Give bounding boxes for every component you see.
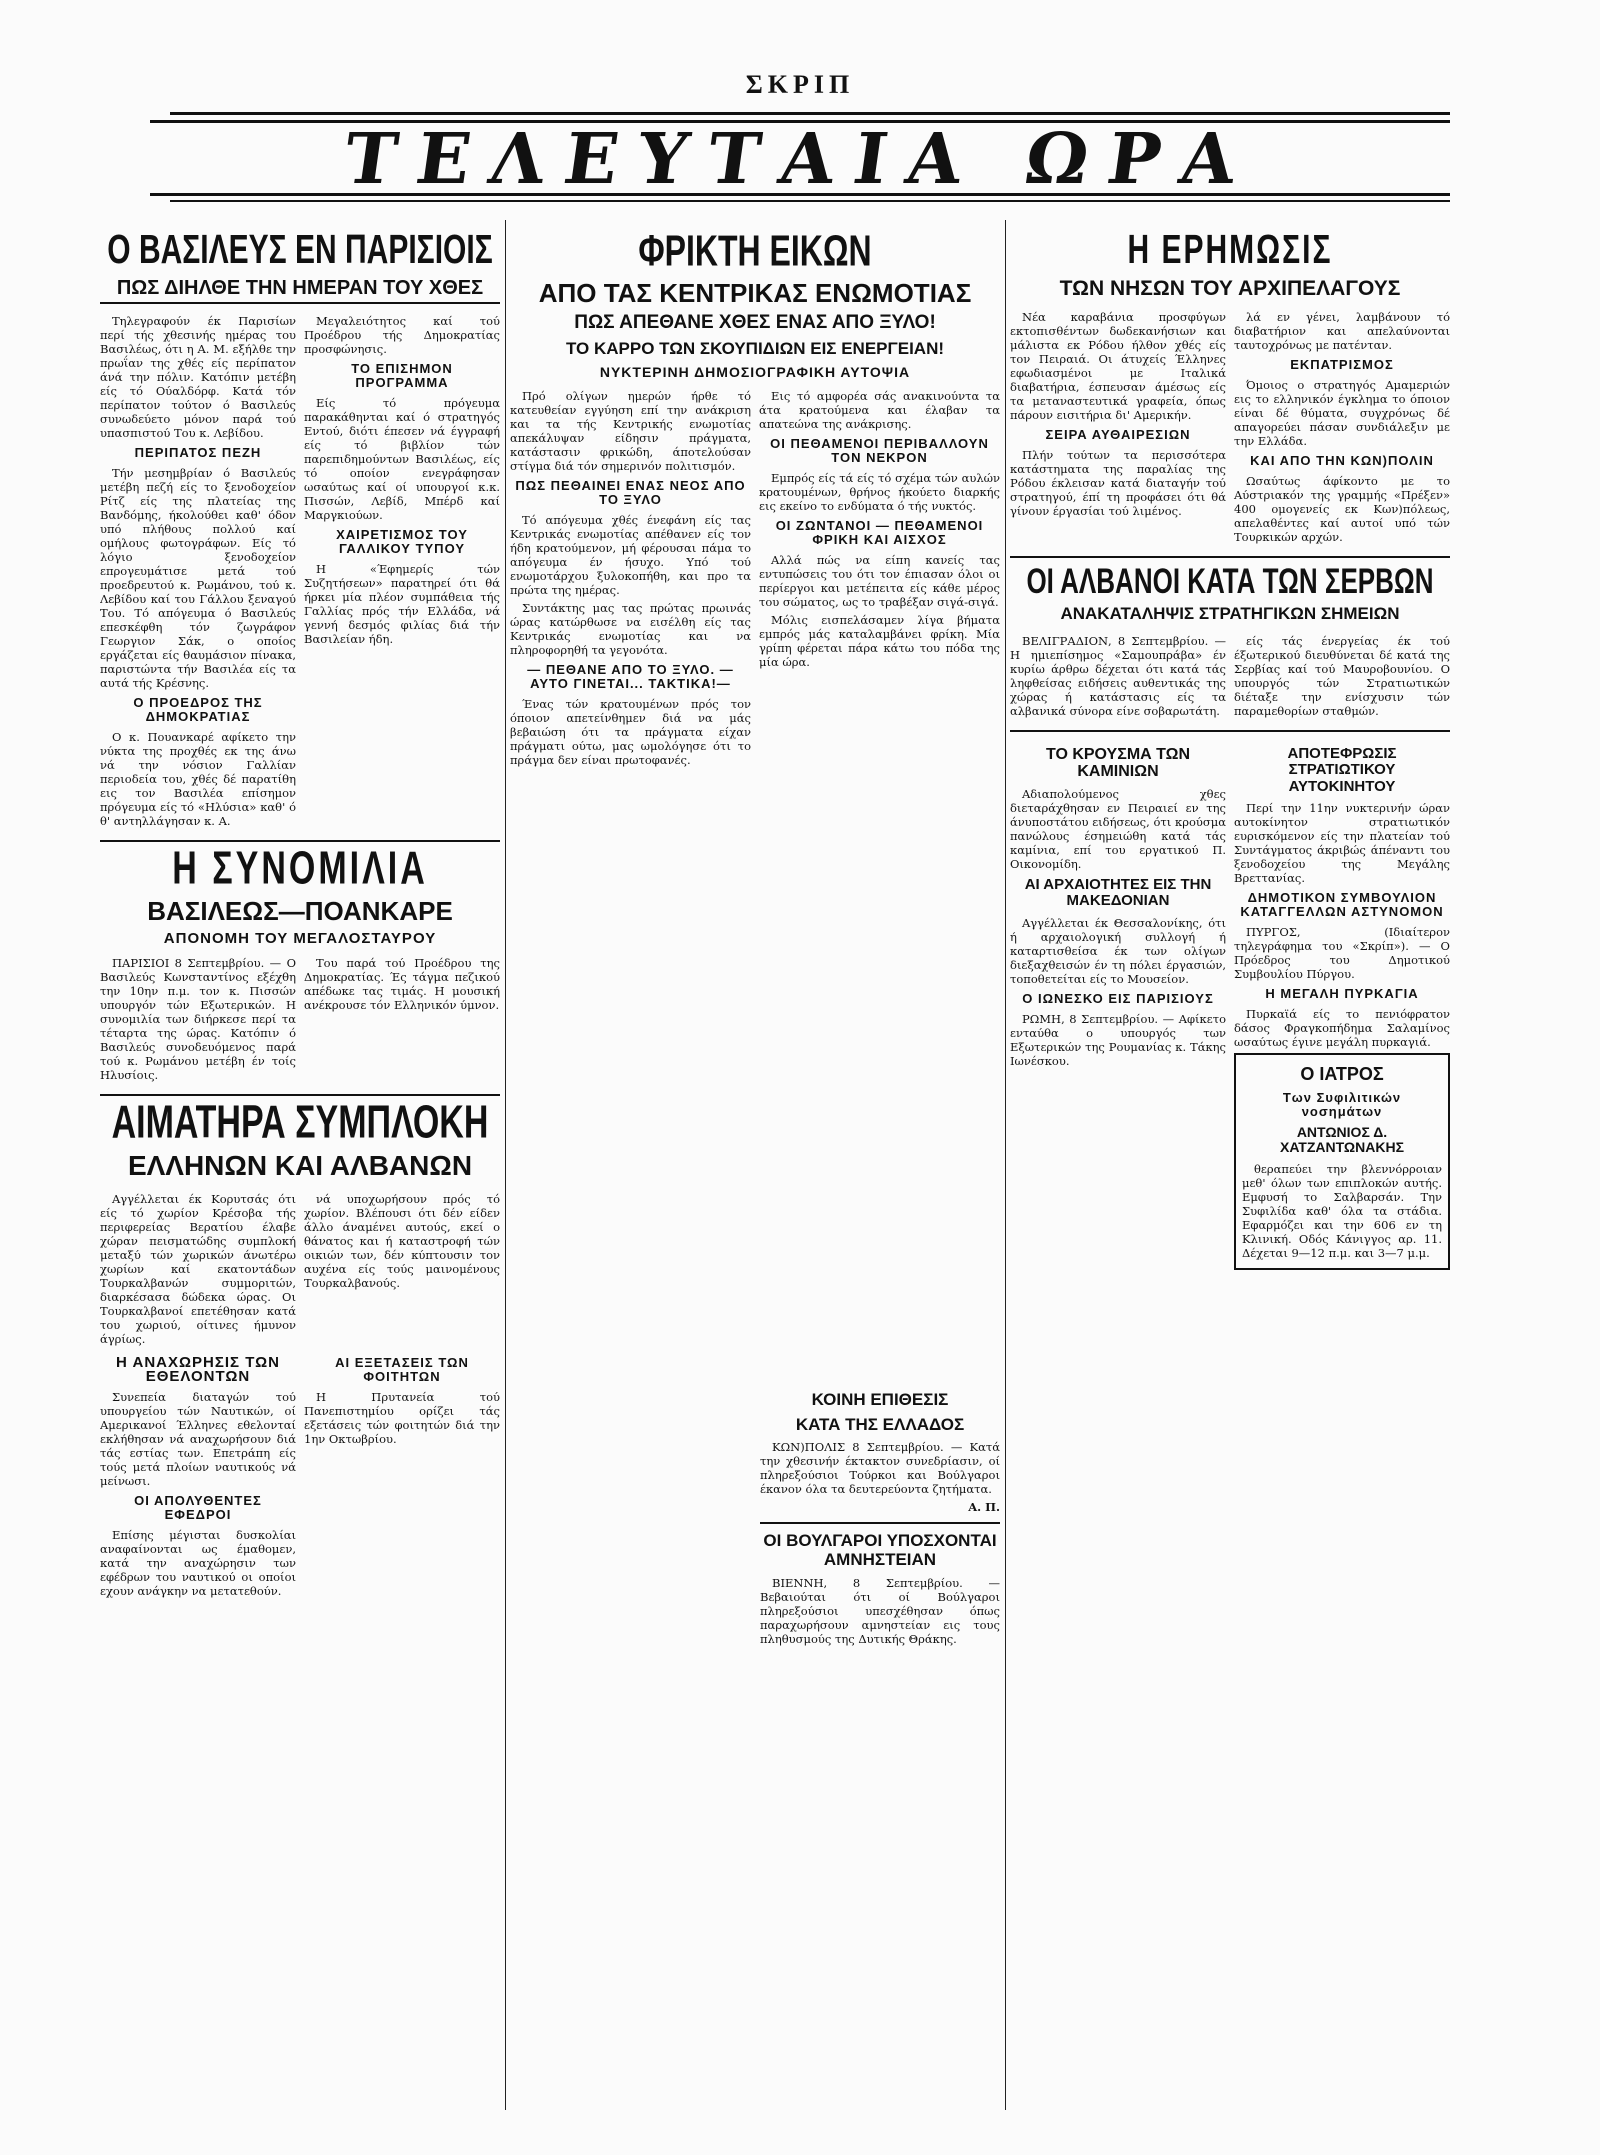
paragraph: ΚΩΝ)ΠΟΛΙΣ 8 Σεπτεμβρίου. — Κατά την χθεσινήν έκτακτον συνεδρίασιν, οί πληρεξούσιοι Τούρκοι και Βούλγαροι έκανον όλα τα δευτερεύοντα ζητήματα. xyxy=(760,1440,1000,1497)
paragraph: Ο κ. Πουανκαρέ αφίκετο την νύκτα της προχθές εκ της άνω νά την νόσιον Γαλλίαν περιοδεία του, χθές δέ παρατίθη εις τον Βασιλέα επίσημον πρόγευμα είς τό «Ηλύσια» καθ' ό θ' αντηλλάγησαν κ. Α. xyxy=(100,729,296,828)
paragraph: Επίσης μέγισται δυσκολίαι αναφαίνονται ως έμαθομεν, κατά την αναχώρησιν των εφέδρων του ναυτικού οι οποίοι εχουν ανάγκην να μετατεθούν. xyxy=(100,1528,296,1599)
subheadline: ΝΥΚΤΕΡΙΝΗ ΔΗΜΟΣΙΟΓΡΑΦΙΚΗ ΑΥΤΟΨΙΑ xyxy=(599,363,911,380)
column-separator xyxy=(505,220,506,2110)
article-body xyxy=(1010,630,1450,722)
column-1 xyxy=(100,225,500,2135)
paragraph: Μόλις εισπελάσαμεν λίγα βήματα εμπρός μάς καταλαμβάνει φρίκη. Μία γρίπη φέρεται πάρα κάτω του πόδα της μία ώρα. xyxy=(759,612,1000,669)
paragraph: Του παρά τού Προέδρου της Δημοκρατίας. Ές τάγμα πεζικού απέδωκε τας τιμάς. Η μουσική ανέκρουσε τόν Ελληνικόν ύμνον. xyxy=(304,955,500,1012)
article-body xyxy=(510,385,1000,771)
subheadline: ΑΝΑΚΑΤΑΛΗΨΙΣ ΣΤΡΑΤΗΓΙΚΩΝ ΣΗΜΕΙΩΝ xyxy=(1060,603,1400,623)
article-body xyxy=(1010,740,1450,1270)
section-heading: ΤΟ ΕΠΙΣΗΜΟΝ ΠΡΟΓΡΑΜΜΑ xyxy=(351,360,453,390)
divider xyxy=(100,1094,500,1096)
paragraph: Τήν μεσημβρίαν ό Βασιλεύς μετέβη πεζή είς το ξενοδοχείον Ρίτζ είς της πλατείας της Βανδόμης, ήκολούθει καθ' όδον υπό πλήθους πολλού καί ομήλους φωτογράφων. Είς τό λόγιο ξενοδοχείον επρογευμάτισε μετά τού προεδρευτού κ. Ρωμάνου, τού κ. Λεβίδου καί του Γάλλου ξεναγού Του. Τό απόγευμα ό Βασιλεύς επεσκέφθη τόν ζωγράφον Γεωργιον Σάκ, ο οποίος εργάζεται είς θαυμάσιον πίνακα, παριστώντα τήν Βασιλέα είς τα αυτά τής Κρέσνης. xyxy=(100,465,296,690)
section-heading: Η ΜΕΓΑΛΗ ΠΥΡΚΑΓΙΑ xyxy=(1265,986,1419,1002)
article-body xyxy=(1010,306,1450,548)
paper-name: ΣΚΡΙΠ xyxy=(745,70,855,99)
section-heading: ΤΟ ΚΡΟΥΣΜΑ ΤΩΝ ΚΑΜΙΝΙΩΝ xyxy=(1045,745,1191,781)
subheadline: ΑΠΟ ΤΑΣ ΚΕΝΤΡΙΚΑΣ ΕΝΩΜΟΤΙΑΣ xyxy=(538,277,972,308)
subheadline: ΑΠΟΝΟΜΗ ΤΟΥ ΜΕΓΑΛΟΣΤΑΥΡΟΥ xyxy=(163,929,437,947)
paragraph: Ωσαύτως άφίκοντο με το Αύστριακόν της γραμμής «Πρέξεν» 400 ομογενείς εκ Κων)πόλεως, απελαθέντες καί αυτοί υπό τών Τουρκικών αρχών. xyxy=(1234,473,1450,544)
paragraph: Τό απόγευμα χθές ένεφάνη είς τας Κεντρικάς ενωμοτίας απέθανεν είς τον ήδη κρατούμενον, μή φέρουσαι πάμα το απόγευμα έν ήσυχο. Υπό τού ενωμοτάρχου ξυλοκοπήθη, και προ τα πρώτα της ημέρας. xyxy=(510,512,751,597)
paragraph: Αλλά πώς να είπη κανείς τας εντυπώσεις του ότι τον έπιασαν όλοι οι περίεργοι και μετέπειτα είς κάθε μέρος του σώματος, ως το τραβέξαν σιγά-σιγά. xyxy=(759,552,1000,609)
paragraph: ΒΙΕΝΝΗ, 8 Σεπτεμβρίου. — Βεβαιούται ότι οί Βούλγαροι πληρεξούσιοι υπεσχέθησαν όπως παραχωρήσουν αμνηστείαν εις τους πληθυσμούς της Δυτικής Θράκης. xyxy=(760,1575,1000,1646)
paragraph: Η «Έφημερίς τών Συζητήσεων» παρατηρεί ότι θά ήρκει μία πλέον συμπάθεια τής Γαλλίας πρός τήν Ελλάδα, νά γεννή δεσμός φιλίας διά τήν Βασιλείαν ήδη. xyxy=(304,561,500,646)
paragraph: Είς τό πρόγευμα παρακάθηνται καί ό στρατηγός Εντού, διότι έπεσεν νά έγγραφή είς τό βιβλίον τών παρεπιδημούντων Βασιλέως, είς τό οποίον ενεγράφησαν ωσαύτως καί οί υπουργοί κ.κ. Πισσών, Λεβίδ, Μπέρδ καί Μαργκιούων. xyxy=(304,395,500,522)
section-heading: ΔΗΜΟΤΙΚΟΝ ΣΥΜΒΟΥΛΙΟΝ ΚΑΤΑΓΓΕΛΛΩΝ ΑΣΤΥΝΟΜΟΝ xyxy=(1240,890,1444,920)
paragraph: ΡΩΜΗ, 8 Σεπτεμβρίου. — Αφίκετο ενταύθα ο υπουργός των Εξωτερικών της Ρουμανίας κ. Τάκης Ιωνέσκου. xyxy=(1010,1011,1226,1068)
headline: Η ΕΡΗΜΩΣΙΣ xyxy=(1127,228,1333,273)
section-heading: ΑΠΟΤΕΦΡΩΣΙΣ ΣΤΡΑΤΙΩΤΙΚΟΥ ΑΥΤΟΚΙΝΗΤΟΥ xyxy=(1287,744,1397,795)
paragraph: Ένας τών κρατουμένων πρός τον όποιον απετείνθημεν διά να μάς βεβαιώση ότι τα πράγματα είχαν πράγματι ούτω, μας ωμολόγησε ότι το πράγμα δεν είναι πρωτοφανές. xyxy=(510,696,751,767)
section-heading: ΣΕΙΡΑ ΑΥΘΑΙΡΕΣΙΩΝ xyxy=(1045,426,1191,442)
ad-body: θεραπεύει την βλεννόρροιαν μεθ' όλων των επιπλοκών αυτής. Εμφυσή το Σαλβαρσάν. Την Συφιλίδα καθ' όλα τα στάδια. Εφαρμόζει και την 606 εν τη Κλινική. Οδός Κάνιγγος αρ. 11. Δέχεται 9—12 π.μ. και 3—7 μ.μ. xyxy=(1242,1161,1442,1260)
section-heading: ΟΙ ΒΟΥΛΓΑΡΟΙ ΥΠΟΣΧΟΝΤΑΙ ΑΜΝΗΣΤΕΙΑΝ xyxy=(763,1531,997,1570)
article-body xyxy=(100,1350,500,1602)
paragraph: Η Πρυτανεία τού Πανεπιστημίου ορίζει τάς εξετάσεις τών φοιτητών διά την 1ην Οκτωβρίου. xyxy=(304,1390,500,1447)
article-body xyxy=(100,952,500,1086)
subheadline: ΕΛΛΗΝΩΝ ΚΑΙ ΑΛΒΑΝΩΝ xyxy=(127,1150,473,1182)
headline: Η ΣΥΝΟΜΙΛΙΑ xyxy=(172,842,428,894)
subheadline: ΠΩΣ ΔΙΗΛΘΕ ΤΗΝ ΗΜΕΡΑΝ ΤΟΥ ΧΘΕΣ xyxy=(100,277,500,304)
subheadline: ΠΩΣ ΑΠΕΘΑΝΕ ΧΘΕΣ ΕΝΑΣ ΑΠΟ ΞΥΛΟ! xyxy=(574,312,936,334)
paragraph: λά εν γένει, λαμβάνουν τό διαβατήριον και απελαύνονται ταυτοχρόνως με πατένταν. xyxy=(1234,309,1450,352)
subheadline: ΤΟ ΚΑΡΡΟ ΤΩΝ ΣΚΟΥΠΙΔΙΩΝ ΕΙΣ ΕΝΕΡΓΕΙΑΝ! xyxy=(565,339,945,359)
column-2-lower xyxy=(760,1385,1000,2105)
section-heading: Η ΑΝΑΧΩΡΗΣΙΣ ΤΩΝ ΕΘΕΛΟΝΤΩΝ xyxy=(116,1354,280,1386)
ad-subtitle: Των Συφιλιτικών νοσημάτων xyxy=(1282,1089,1402,1119)
paragraph: Εις τό αμφορέα σάς ανακινούντα τα άτα κρατούμενα και έλαβαν τα απατεώνα της ανάκρισης. xyxy=(759,388,1000,431)
headline: ΟΙ ΑΛΒΑΝΟΙ ΚΑΤΑ ΤΩΝ ΣΕΡΒΩΝ xyxy=(1026,560,1434,601)
section-heading: ΚΑΙ ΑΠΟ ΤΗΝ ΚΩΝ)ΠΟΛΙΝ xyxy=(1250,452,1434,468)
paragraph: Μεγαλειότητος καί τού Προέδρου τής Δημοκρατίας προσφώνησις. xyxy=(304,313,500,356)
subheadline: ΤΩΝ ΝΗΣΩΝ ΤΟΥ ΑΡΧΙΠΕΛΑΓΟΥΣ xyxy=(1059,276,1401,300)
divider xyxy=(1010,730,1450,732)
advertisement xyxy=(1234,1053,1450,1270)
paragraph: Όμοιος ο στρατηγός Αμαμεριών εις το ελληνικόν έγκλημα το όποιον είναι δέ θύματα, συγχρόνως δέ απαγορεύει πάσαν συνδιάλεξιν με την Ελλάδα. xyxy=(1234,377,1450,448)
section-heading: ΟΙ ΖΩΝΤΑΝΟΙ — ΠΕΘΑΜΕΝΟΙ ΦΡΙΚΗ ΚΑΙ ΑΙΣΧΟΣ xyxy=(775,517,984,547)
top-rule xyxy=(170,112,1450,115)
paragraph: Αγγέλλεται έκ Θεσσαλονίκης, ότι ή αρχαιολογική συλλογή ή καταρτισθείσα έκ των ολίγων διεξαχθεισών έν τη πόλει έργασιών, τοποθετείται είς το Μουσείον. xyxy=(1010,915,1226,986)
paragraph: Εμπρός είς τά είς τό σχέμα τών αυλών κρατουμένων, θρήνος ήκούετο διαρκής εις εκείνο το ενδύματα ό τής νυκτός. xyxy=(759,470,1000,513)
section-heading: ΠΕΡΙΠΑΤΟΣ ΠΕΖΗ xyxy=(134,444,262,460)
section-heading: ΠΩΣ ΠΕΘΑΙΝΕΙ ΕΝΑΣ ΝΕΟΣ ΑΠΟ ΤΟ ΞΥΛΟ xyxy=(515,477,746,507)
paragraph: Αγγέλλεται έκ Κορυτσάς ότι είς τό χωρίον Κρέσοβα τής περιφερείας Βερατίου έλαβε χώραν πεισματώδης συμπλοκή μεταξύ τών χωρικών άνωτέρω χωρίων καί εκατοντάδων Τουρκαλβανών συμμοριτών, διαρκέσασα δώδεκα ώρας. Οι Τουρκαλβανοί επετέθησαν κατά του χωριού, οίτινες ήμυνον άγρίως. xyxy=(100,1192,296,1347)
paragraph: Πρό ολίγων ημερών ήρθε τό κατευθείαν εγγύηση επί την ανάκριση και τα τής Κεντρικής ενωμοτίας απεκάλυψαν είδησιν πράγματα, κατάστασιν φρικώδη, άποτελούσαν στίγμα διά τόν σημερινόν πολιτισμόν. xyxy=(510,388,751,473)
ad-name: ΑΝΤΩΝΙΟΣ Δ. ΧΑΤΖΑΝΤΩΝΑΚΗΣ xyxy=(1280,1123,1404,1156)
masthead xyxy=(0,0,1600,100)
paragraph: Τηλεγραφούν έκ Παρισίων περί τής χθεσινής ημέρας του Βασιλέως, ότι η Α. Μ. εξήλθε την πρωΐαν της χθές είς περίπατον άνά την πόλιν. Κατόπιν μετέβη είς τό Ούαλδόρφ. Κατά τόν περίπατον τούτον ό Βασιλεύς συνωδεύετο μόνον παρά τού υπασπιστού Του κ. Λεβίδου. xyxy=(100,313,296,440)
divider xyxy=(760,1522,1000,1524)
paragraph: ΠΑΡΙΣΙΟΙ 8 Σεπτεμβρίου. — Ο Βασιλεύς Κωνσταντίνος εξέχθη την 10ην π.μ. τον κ. Πισσών υπουργόν τών Εξωτερικών. Η συνομιλία των διήρκεσε περί τα τέταρτα της ώρας. Κατόπιν ό Βασιλεύς συνοδευόμενος παρά τού κ. Ρωμάνου μετέβη έν τοίς Ηλυσίοις. xyxy=(100,955,296,1082)
column-3 xyxy=(1010,225,1450,2135)
section-heading: ΕΚΠΑΤΡΙΣΜΟΣ xyxy=(1290,356,1394,372)
paragraph: Περί την 11ην νυκτερινήν ώραν αυτοκίνητον στρατιωτικόν ευρισκόμενον είς την πλατείαν τού Συντάγματος άκριβώς άπέναντι του ξενοδοχείου της Μεγάλης Βρεττανίας. xyxy=(1234,801,1450,886)
signature: Α. Π. xyxy=(968,1500,1000,1515)
paragraph: Πλήν τούτων τα περισσότερα κατάστηματα της παραλίας της Ρόδου έκλεισαν κατά διαταγήν τού στρατηγού, έπί τη προφάσει ότι θά γίνουν έργασίαι τού λιμένος. xyxy=(1010,447,1226,518)
section-heading: Ο ΠΡΟΕΔΡΟΣ ΤΗΣ ΔΗΜΟΚΡΑΤΙΑΣ xyxy=(133,694,263,724)
section-heading: Ο ΙΩΝΕΣΚΟ ΕΙΣ ΠΑΡΙΣΙΟΥΣ xyxy=(1022,990,1214,1006)
paragraph: ΒΕΛΙΓΡΑΔΙΟΝ, 8 Σεπτεμβρίου. — Η ημιεπίσημος «Σαμουπράβα» έν κυρίω άρθρω δέχεται ότι κατά τάς ληφθείσας ειδήσεις αυθεντικάς της χώρας ή κατάστασις είς τα αλβανικά σύνορα είνε σοβαρωτάτη. xyxy=(1010,633,1226,718)
paragraph: Συντάκτης μας τας πρώτας πρωινάς ώρας κατώρθωσε να εισέλθη είς τας Κεντρικάς ενωμοτίας και να πληροφορηθή τα γεγονότα. xyxy=(510,600,751,657)
headline: ΦΡΙΚΤΗ ΕΙΚΩΝ xyxy=(638,226,872,276)
paragraph: Αδιαπολούμενος χθες διεταράχθησαν εν Πειραιεί εν της άνυποστάτου ειδήσεως, ότι κρούσμα πανώλους έσημειώθη κατά τάς καμίνια, επί του εργατικού Π. Οικονομίδη. xyxy=(1010,786,1226,871)
section-heading: ΟΙ ΠΕΘΑΜΕΝΟΙ ΠΕΡΙΒΑΛΛΟΥΝ ΤΟΝ ΝΕΚΡΟΝ xyxy=(770,435,989,465)
paragraph: ΠΥΡΓΟΣ, (Ιδιαίτερον τηλεγράφημα του «Σκρίπ»). — Ο Πρόεδρος του Δημοτικού Συμβουλίου Πύργου. xyxy=(1234,925,1450,982)
section-heading: ΑΙ ΑΡΧΑΙΟΤΗΤΕΣ ΕΙΣ ΤΗΝ ΜΑΚΕΔΟΝΙΑΝ xyxy=(1024,875,1212,910)
divider xyxy=(1010,556,1450,558)
subheadline: ΒΑΣΙΛΕΩΣ—ΠΟΑΝΚΑΡΕ xyxy=(147,896,453,927)
ad-title: Ο ΙΑΤΡΟΣ xyxy=(1300,1064,1384,1085)
section-heading: ΚΟΙΝΗ ΕΠΙΘΕΣΙΣ xyxy=(811,1390,949,1409)
paragraph: Συνεπεία διαταγών τού υπουργείου τών Ναυτικών, οί Αμερικανοί Έλληνες εθελονταί εκλήθησαν νά αναχωρήσουν διά τάς εστίας των. Επετράπη είς τούς μετά πλοίων ναυτικούς νά μείνωσι. xyxy=(100,1390,296,1489)
article-body xyxy=(100,1188,500,1350)
paragraph: Πυρκαϊά είς το πενιόφρατον δάσος Φραγκοπήδημα Σαλαμίνος ωσαύτως έγινε μεγάλη πυρκαγιά. xyxy=(1234,1007,1450,1050)
section-heading: ΚΑΤΑ ΤΗΣ ΕΛΛΑΔΟΣ xyxy=(795,1414,965,1434)
paragraph: νά υποχωρήσουν πρός τό χωρίον. Βλέπουσι ότι δέν είδεν άλλο άναμένει αυτούς, εκεί ο θάνατος και ή καταστροφή τών οικιών των, δέν κύπτουσιν τον αυχένα είς τούς μαινομένους Τουρκαλβανούς. xyxy=(304,1192,500,1291)
divider xyxy=(100,840,500,842)
paragraph: είς τάς ένεργείας έκ τού έξωτερικού διευθύνεται δέ κατά της Σερβίας καί τού Μαυροβουνίου. Ο υπουργός τών Στρατιωτικών διέταξε την ενίσχυσιν τών παραμεθορίων σταθμών. xyxy=(1234,633,1450,718)
article-body xyxy=(100,310,500,832)
headline: ΑΙΜΑΤΗΡΑ ΣΥΜΠΛΟΚΗ xyxy=(111,1096,489,1149)
section-heading: ΑΙ ΕΞΕΤΑΣΕΙΣ ΤΩΝ ΦΟΙΤΗΤΩΝ xyxy=(335,1355,469,1385)
section-heading: ΧΑΙΡΕΤΙΣΜΟΣ ΤΟΥ ΓΑΛΛΙΚΟΥ ΤΥΠΟΥ xyxy=(336,526,468,556)
headline: Ο ΒΑΣΙΛΕΥΣ ΕΝ ΠΑΡΙΣΙΟΙΣ xyxy=(107,228,493,273)
banner-title: ΤΕΛΕΥΤΑΙΑ ΩΡΑ xyxy=(339,116,1261,200)
column-separator xyxy=(1005,220,1006,2110)
banner xyxy=(150,116,1450,200)
section-heading: ΟΙ ΑΠΟΛΥΘΕΝΤΕΣ ΕΦΕΔΡΟΙ xyxy=(134,1493,262,1523)
paragraph: Νέα καραβάνια προσφύγων εκτοπισθέντων δωδεκανήσιων και μάλιστα εκ Ρόδου ήλθον χθές είς τον Πειραιά. Οι άτυχείς Έλληνες εφωδιασμένοι με Ιταλικά διαβατήρια, έσπευσαν άμέσως είς τα μεταναστευτικά γραφεία, όπως πάρουν εισιτήρια δι' Αμερικήν. xyxy=(1010,309,1226,422)
section-heading: — ΠΕΘΑΝΕ ΑΠΟ ΤΟ ΞΥΛΟ. — ΑΥΤΟ ΓΙΝΕΤΑΙ... ΤΑΚΤΙΚΑ!— xyxy=(527,661,734,691)
banner-rule xyxy=(170,200,1450,202)
